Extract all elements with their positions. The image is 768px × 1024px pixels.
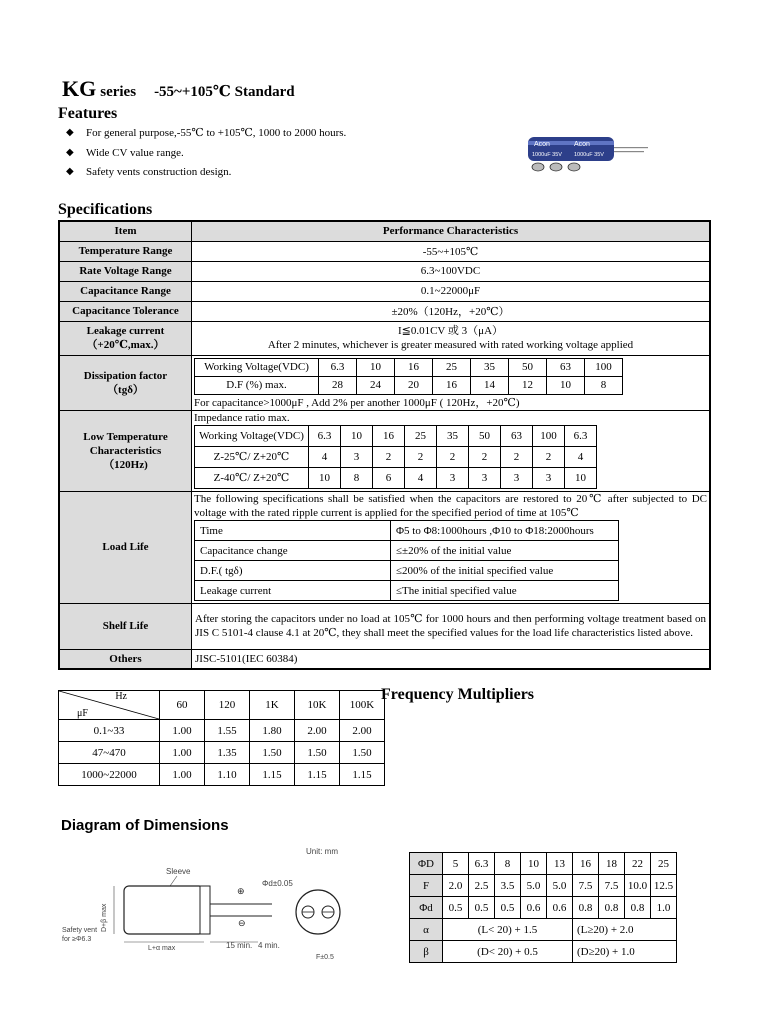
frequency-value: 1.15 — [340, 764, 385, 786]
low-temp-voltage: 100 — [533, 425, 565, 446]
tolerance-value: ±20%（120Hz，+20℃） — [192, 301, 711, 321]
low-temp-z25-label: Z-25℃/ Z+20℃ — [195, 446, 309, 467]
frequency-header: 120 — [205, 691, 250, 720]
diagram-vent-2: for ≥Φ6.3 — [62, 936, 92, 943]
others-value: JISC-5101(IEC 60384) — [192, 649, 711, 669]
dissipation-df-value: 8 — [585, 376, 623, 394]
dim-f-value: 2.0 — [443, 875, 469, 897]
page-title — [62, 76, 295, 102]
tolerance-label: Capacitance Tolerance — [59, 301, 192, 321]
corner-hz: Hz — [115, 691, 127, 702]
feature-text: For general purpose,-55℃ to +105℃, 1000 to 2000 hours. — [86, 127, 347, 139]
low-temp-z25-value: 2 — [533, 446, 565, 467]
leakage-line-2: After 2 minutes, whichever is greater measured with rated working voltage applied — [267, 339, 634, 351]
dim-dd-value: 1.0 — [651, 897, 677, 919]
dissipation-voltage: 63 — [547, 358, 585, 376]
dim-f-value: 7.5 — [599, 875, 625, 897]
features-heading: Features — [58, 105, 118, 122]
low-temp-label-2: Characteristics — [89, 444, 162, 457]
frequency-range: 0.1~33 — [59, 720, 160, 742]
low-temp-intro: Impedance ratio max. — [194, 411, 290, 424]
corner-uf: μF — [77, 708, 88, 719]
specifications-table — [58, 220, 711, 670]
low-temp-label — [59, 410, 192, 491]
frequency-header: 60 — [160, 691, 205, 720]
load-life-intro: The following specifications shall be satisfied when the capacitors are restored to 20℃ after subjected to DC voltage with the rated ripple current is applied for the specified period of time at 105℃ — [194, 493, 707, 519]
frequency-value: 1.35 — [205, 742, 250, 764]
frequency-corner-cell — [59, 691, 160, 720]
leakage-label-2: （+20℃,max.） — [86, 339, 165, 351]
dim-f-value: 5.0 — [547, 875, 573, 897]
load-life-value: ≤200% of the initial specified value — [391, 561, 619, 581]
shelf-life-label: Shelf Life — [59, 603, 192, 649]
dim-beta-b: (D≥20) + 1.0 — [573, 941, 677, 963]
load-life-value: Φ5 to Φ8:1000hours ,Φ10 to Φ18:2000hours — [391, 521, 619, 541]
dimension-diagram — [62, 844, 352, 962]
dissipation-df-value: 10 — [547, 376, 585, 394]
load-life-table — [194, 520, 619, 601]
dim-diameter: 25 — [651, 853, 677, 875]
low-temp-label-1: Low Temperature — [83, 430, 168, 443]
dim-beta-a: (D< 20) + 0.5 — [443, 941, 573, 963]
frequency-header: 100K — [340, 691, 385, 720]
frequency-value: 2.00 — [340, 720, 385, 742]
low-temp-voltage: 16 — [373, 425, 405, 446]
frequency-value: 2.00 — [295, 720, 340, 742]
leakage-value — [192, 321, 711, 355]
corner-diagonal — [59, 691, 159, 719]
capacitor-brand: Acon — [534, 141, 550, 148]
temperature-range-value: -55~+105℃ — [192, 241, 711, 261]
dim-d-label: ΦD — [410, 853, 443, 875]
frequency-value: 1.50 — [250, 742, 295, 764]
diagram-unit: Unit: mm — [306, 847, 338, 856]
frequency-value: 1.10 — [205, 764, 250, 786]
frequency-row — [59, 720, 385, 742]
dissipation-label — [59, 355, 192, 410]
bullet-icon: ◆ — [66, 146, 74, 158]
rate-voltage-value: 6.3~100VDC — [192, 261, 711, 281]
low-temp-z25-value: 2 — [437, 446, 469, 467]
leakage-line-1: I≦0.01CV 或 3（μA） — [397, 325, 504, 337]
specifications-heading: Specifications — [58, 201, 153, 218]
dissipation-note: For capacitance>1000μF , Add 2% per another 1000μF ( 120Hz，+20℃) — [194, 396, 520, 409]
dissipation-voltage: 100 — [585, 358, 623, 376]
dim-dd-value: 0.5 — [495, 897, 521, 919]
model-name: KG — [62, 76, 97, 101]
low-temp-z40-value: 3 — [533, 467, 565, 488]
frequency-value: 1.00 — [160, 742, 205, 764]
dissipation-wv-label: Working Voltage(VDC) — [195, 358, 319, 376]
dissipation-label-2: （tgδ） — [107, 383, 144, 396]
load-life-row — [195, 581, 619, 601]
feature-text: Wide CV value range. — [86, 146, 184, 159]
low-temp-z40-value: 4 — [405, 467, 437, 488]
diagram-plus: ⊕ — [237, 886, 245, 896]
diagram-vent: Safety vent — [62, 927, 98, 934]
dissipation-df-value: 14 — [471, 376, 509, 394]
frequency-value: 1.00 — [160, 764, 205, 786]
dim-dd-value: 0.6 — [547, 897, 573, 919]
dissipation-df-value: 12 — [509, 376, 547, 394]
low-temp-table — [194, 425, 597, 489]
frequency-table — [58, 690, 385, 786]
low-temp-z25-value: 2 — [373, 446, 405, 467]
dissipation-voltage: 35 — [471, 358, 509, 376]
dim-f-value: 10.0 — [625, 875, 651, 897]
load-life-value: ≤The initial specified value — [391, 581, 619, 601]
low-temp-wv-label: Working Voltage(VDC) — [195, 425, 309, 446]
load-life-key: D.F.( tgδ) — [195, 561, 391, 581]
dissipation-voltage: 10 — [357, 358, 395, 376]
dim-diameter: 5 — [443, 853, 469, 875]
dim-alpha-b: (L≥20) + 2.0 — [573, 919, 677, 941]
low-temp-z25-value: 4 — [565, 446, 597, 467]
dim-diameter: 18 — [599, 853, 625, 875]
dim-dd-value: 0.8 — [573, 897, 599, 919]
dim-dd-label: Φd — [410, 897, 443, 919]
low-temp-z40-value: 3 — [437, 467, 469, 488]
capacitor-marking-2: 1000uF 35V — [574, 152, 604, 158]
dissipation-df-label: D.F (%) max. — [195, 376, 319, 394]
dissipation-voltage: 6.3 — [319, 358, 357, 376]
series-word: series — [100, 84, 137, 100]
frequency-header: 10K — [295, 691, 340, 720]
load-life-key: Capacitance change — [195, 541, 391, 561]
diagram-sleeve: Sleeve — [166, 867, 191, 876]
feature-text: Safety vents construction design. — [86, 166, 232, 178]
dim-diameter: 22 — [625, 853, 651, 875]
diagram-l-max: L+α max — [148, 945, 176, 952]
load-life-label: Load Life — [59, 491, 192, 603]
header-item: Item — [59, 221, 192, 241]
dim-dd-value: 0.5 — [469, 897, 495, 919]
dimensions-heading: Diagram of Dimensions — [61, 817, 229, 834]
dim-f-value: 3.5 — [495, 875, 521, 897]
capacitance-range-label: Capacitance Range — [59, 281, 192, 301]
low-temp-label-3: （120Hz) — [103, 458, 148, 471]
others-label: Others — [59, 649, 192, 669]
frequency-value: 1.15 — [295, 764, 340, 786]
load-life-row — [195, 541, 619, 561]
dim-f-label: F — [410, 875, 443, 897]
low-temp-z25-value: 3 — [341, 446, 373, 467]
low-temp-voltage: 6.3 — [309, 425, 341, 446]
dim-f-value: 7.5 — [573, 875, 599, 897]
feature-item — [66, 146, 346, 166]
low-temp-voltage: 63 — [501, 425, 533, 446]
load-life-row — [195, 561, 619, 581]
dissipation-df-value: 24 — [357, 376, 395, 394]
capacitor-image — [528, 137, 648, 173]
low-temp-z40-value: 3 — [469, 467, 501, 488]
capacitance-range-value: 0.1~22000μF — [192, 281, 711, 301]
frequency-row — [59, 764, 385, 786]
feature-item — [66, 126, 346, 146]
frequency-value: 1.55 — [205, 720, 250, 742]
temperature-range-label: Temperature Range — [59, 241, 192, 261]
dissipation-cell — [192, 355, 711, 410]
load-life-key: Leakage current — [195, 581, 391, 601]
low-temp-z25-value: 2 — [469, 446, 501, 467]
low-temp-z40-label: Z-40℃/ Z+20℃ — [195, 467, 309, 488]
header-performance: Performance Characteristics — [192, 221, 711, 241]
dim-diameter: 10 — [521, 853, 547, 875]
load-life-value: ≤±20% of the initial value — [391, 541, 619, 561]
dim-diameter: 16 — [573, 853, 599, 875]
dissipation-label-1: Dissipation factor — [83, 369, 168, 382]
capacitor-brand-2: Acon — [574, 141, 590, 148]
dim-f-value: 5.0 — [521, 875, 547, 897]
dissipation-voltage: 25 — [433, 358, 471, 376]
dim-dd-value: 0.6 — [521, 897, 547, 919]
low-temp-z25-value: 2 — [501, 446, 533, 467]
features-list — [66, 126, 346, 185]
load-life-key: Time — [195, 521, 391, 541]
dim-dd-value: 0.8 — [625, 897, 651, 919]
frequency-heading: Frequency Multipliers — [381, 686, 535, 703]
low-temp-voltage: 25 — [405, 425, 437, 446]
frequency-range: 47~470 — [59, 742, 160, 764]
frequency-header: 1K — [250, 691, 295, 720]
low-temp-voltage: 35 — [437, 425, 469, 446]
low-temp-voltage: 50 — [469, 425, 501, 446]
rate-voltage-label: Rate Voltage Range — [59, 261, 192, 281]
leakage-label — [59, 321, 192, 355]
low-temp-z40-value: 10 — [309, 467, 341, 488]
load-life-cell — [192, 491, 711, 603]
diagram-15min: 15 min. — [226, 941, 253, 950]
dissipation-voltage: 16 — [395, 358, 433, 376]
frequency-value: 1.00 — [160, 720, 205, 742]
dim-alpha-label: α — [410, 919, 443, 941]
frequency-value: 1.80 — [250, 720, 295, 742]
dissipation-voltage: 50 — [509, 358, 547, 376]
load-life-row — [195, 521, 619, 541]
frequency-value: 1.15 — [250, 764, 295, 786]
low-temp-voltage: 6.3 — [565, 425, 597, 446]
low-temp-z40-value: 8 — [341, 467, 373, 488]
low-temp-voltage: 10 — [341, 425, 373, 446]
low-temp-z40-value: 6 — [373, 467, 405, 488]
frequency-value: 1.50 — [295, 742, 340, 764]
diagram-minus: ⊖ — [238, 918, 246, 928]
dimensions-table — [409, 852, 677, 963]
dim-f-value: 2.5 — [469, 875, 495, 897]
frequency-row — [59, 742, 385, 764]
low-temp-z25-value: 4 — [309, 446, 341, 467]
diagram-d-max: D+β max — [101, 903, 108, 932]
bullet-icon: ◆ — [66, 166, 74, 177]
frequency-value: 1.50 — [340, 742, 385, 764]
diagram-4min: 4 min. — [258, 941, 280, 950]
dissipation-table — [194, 358, 623, 395]
leakage-label-1: Leakage current — [86, 325, 165, 337]
frequency-range: 1000~22000 — [59, 764, 160, 786]
dim-beta-label: β — [410, 941, 443, 963]
dim-diameter: 13 — [547, 853, 573, 875]
low-temp-z40-value: 10 — [565, 467, 597, 488]
dim-diameter: 8 — [495, 853, 521, 875]
shelf-life-text: After storing the capacitors under no load at 105℃ for 1000 hours and then performing voltage treatment based on JIS C 5101-4 clause 4.1 at 20℃, they shall meet the specified values for the load life characteristics listed above. — [192, 603, 711, 649]
low-temp-cell — [192, 410, 711, 491]
dissipation-df-value: 16 — [433, 376, 471, 394]
bullet-icon: ◆ — [66, 127, 74, 138]
diagram-d-label: Φd±0.05 — [262, 879, 293, 888]
dissipation-df-value: 28 — [319, 376, 357, 394]
dim-dd-value: 0.5 — [443, 897, 469, 919]
standard-label: -55~+105℃ Standard — [154, 84, 295, 100]
capacitor-marking: 1000uF 35V — [532, 152, 562, 158]
dim-dd-value: 0.8 — [599, 897, 625, 919]
diagram-pitch: F±0.5 — [316, 954, 334, 961]
dim-f-value: 12.5 — [651, 875, 677, 897]
dim-alpha-a: (L< 20) + 1.5 — [443, 919, 573, 941]
dissipation-df-value: 20 — [395, 376, 433, 394]
dim-diameter: 6.3 — [469, 853, 495, 875]
low-temp-z25-value: 2 — [405, 446, 437, 467]
low-temp-z40-value: 3 — [501, 467, 533, 488]
feature-item — [66, 165, 346, 185]
